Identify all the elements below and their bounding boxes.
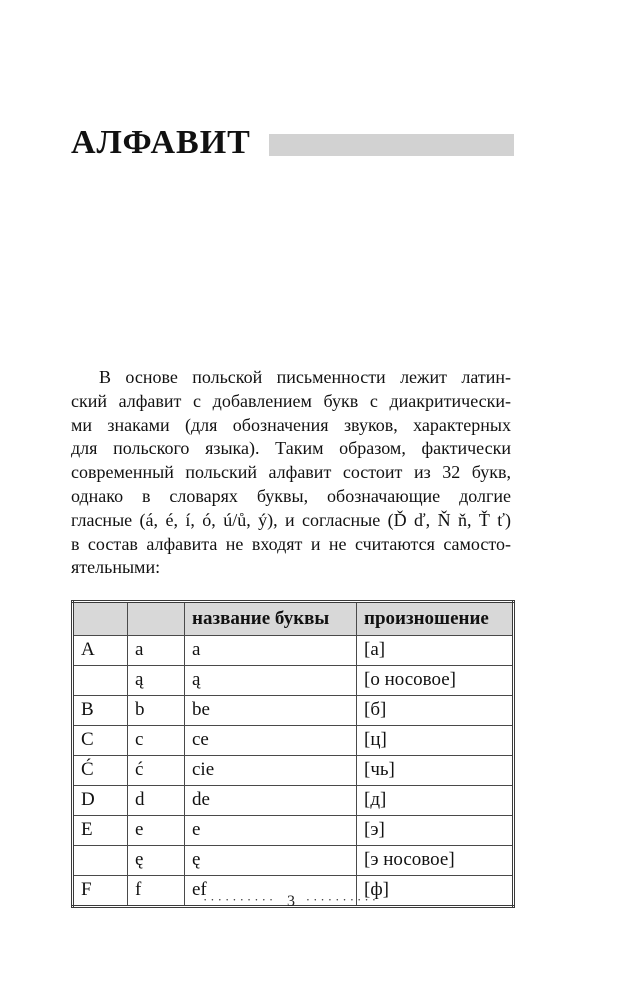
paragraph-line: однако в словарях буквы, обозначающие долгие xyxy=(71,485,511,506)
page-number: 3 xyxy=(287,893,295,910)
cell-pronunciation: [ф] xyxy=(357,876,514,907)
table-row xyxy=(73,726,514,756)
cell-letter-name: ą xyxy=(185,666,357,696)
paragraph-line: для польского языка). Таким образом, фактически xyxy=(71,438,511,459)
cell-letter-name: cie xyxy=(185,756,357,786)
cell-letter-name: ce xyxy=(185,726,357,756)
cell-lowercase: f xyxy=(128,876,185,907)
paragraph-line: современный польский алфавит состоит из 32 букв, xyxy=(71,462,511,483)
cell-lowercase: ć xyxy=(128,756,185,786)
table-row xyxy=(73,666,514,696)
cell-uppercase: F xyxy=(73,876,128,907)
cell-lowercase: a xyxy=(128,636,185,666)
cell-letter-name: de xyxy=(185,786,357,816)
cell-letter-name: ef xyxy=(185,876,357,907)
header-cell-uppercase xyxy=(73,602,128,636)
cell-uppercase: C xyxy=(73,726,128,756)
cell-letter-name: ę xyxy=(185,846,357,876)
table-row xyxy=(73,696,514,726)
paragraph-line: ятельными: xyxy=(71,557,161,578)
page-footer xyxy=(71,893,511,911)
header-cell-lowercase xyxy=(128,602,185,636)
paragraph-line: в состав алфавита не входят и не считаются самосто- xyxy=(71,533,511,554)
cell-pronunciation: [д] xyxy=(357,786,514,816)
cell-pronunciation: [а] xyxy=(357,636,514,666)
cell-lowercase: e xyxy=(128,816,185,846)
cell-lowercase: c xyxy=(128,726,185,756)
cell-letter-name: e xyxy=(185,816,357,846)
cell-letter-name: a xyxy=(185,636,357,666)
paragraph-line: ский алфавит с добавлением букв с диакритически- xyxy=(71,390,511,411)
cell-uppercase: D xyxy=(73,786,128,816)
footer-dots-left: ·········· xyxy=(202,892,277,907)
cell-uppercase xyxy=(73,666,128,696)
paragraph-line: гласные (á, é, í, ó, ú/ů, ý), и согласные (Ď ď, Ň ň, Ť ť) xyxy=(71,509,511,530)
table-header-row xyxy=(73,602,514,636)
cell-uppercase: B xyxy=(73,696,128,726)
header-cell-letter-name: название буквы xyxy=(185,602,357,636)
cell-pronunciation: [э] xyxy=(357,816,514,846)
paragraph-line: ми знаками (для обозначения звуков, характерных xyxy=(71,414,511,435)
table-row xyxy=(73,786,514,816)
cell-pronunciation: [ц] xyxy=(357,726,514,756)
cell-lowercase: ę xyxy=(128,846,185,876)
cell-lowercase: b xyxy=(128,696,185,726)
cell-lowercase: d xyxy=(128,786,185,816)
cell-pronunciation: [б] xyxy=(357,696,514,726)
cell-letter-name: be xyxy=(185,696,357,726)
cell-uppercase: A xyxy=(73,636,128,666)
footer-dots-right: ·········· xyxy=(305,892,380,907)
cell-pronunciation: [э носовое] xyxy=(357,846,514,876)
cell-lowercase: ą xyxy=(128,666,185,696)
chapter-header xyxy=(71,126,514,160)
intro-paragraph xyxy=(71,366,511,580)
header-cell-pronunciation: произношение xyxy=(357,602,514,636)
table-row xyxy=(73,816,514,846)
cell-uppercase: E xyxy=(73,816,128,846)
paragraph-line: В основе польской письменности лежит латин- xyxy=(99,367,511,387)
table-row xyxy=(73,846,514,876)
table-row xyxy=(73,636,514,666)
title-decor-bar xyxy=(269,134,514,156)
cell-pronunciation: [о носовое] xyxy=(357,666,514,696)
alphabet-table xyxy=(71,600,515,908)
page-title: АЛФАВИТ xyxy=(71,124,251,161)
cell-uppercase xyxy=(73,846,128,876)
cell-pronunciation: [чь] xyxy=(357,756,514,786)
table-row xyxy=(73,756,514,786)
cell-uppercase: Ć xyxy=(73,756,128,786)
